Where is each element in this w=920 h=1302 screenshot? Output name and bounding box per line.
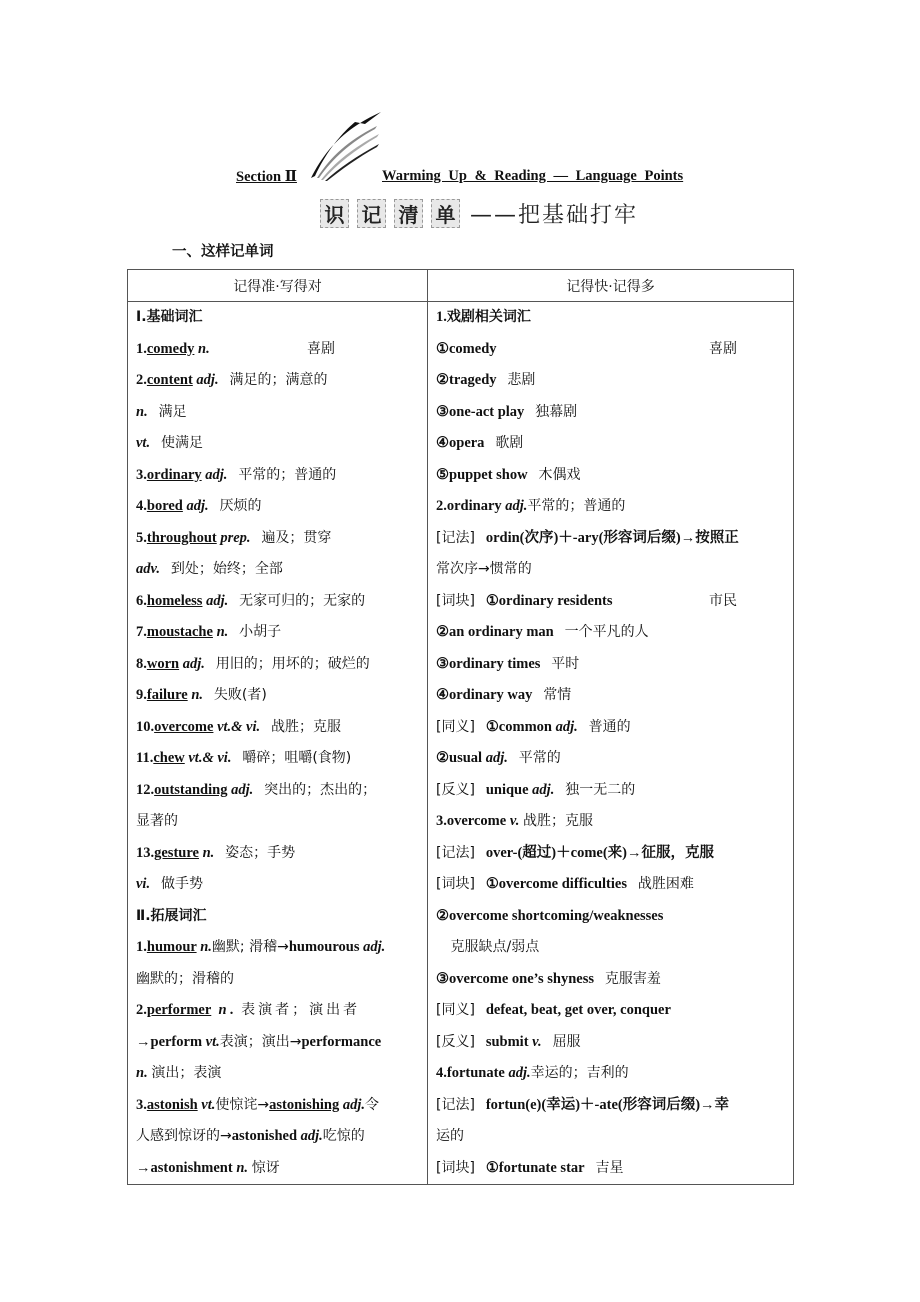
vocab-item: 显著的 <box>136 813 178 829</box>
left-column <box>128 302 428 1185</box>
vocab-item-performer: 2.performer n . 表演者；演出者 <box>136 1002 361 1018</box>
note-line: ②usual adj. 平常的 <box>436 750 561 766</box>
vocab-item-astonishment: →astonishment n. 惊讶 <box>136 1159 280 1176</box>
vocab-item: 11.chew vt.& vi. 嚼碎；咀嚼(食物) <box>136 750 352 766</box>
note-line: 3.overcome v. 战胜；克服 <box>436 813 593 829</box>
vocab-item: vt. 使满足 <box>136 435 203 451</box>
note-line: 2.ordinary adj.平常的；普通的 <box>436 498 626 514</box>
vocab-item: 5.throughout prep. 遍及；贯穿 <box>136 529 332 546</box>
vocab-item: 9.failure n. 失败(者) <box>136 687 267 703</box>
note-line: ②overcome shortcoming/weaknesses <box>436 907 664 924</box>
vocab-item: 3.ordinary adj. 平常的；普通的 <box>136 466 337 483</box>
vocab-item-perform: →perform vt.表演；演出→performance <box>136 1033 382 1050</box>
banner-box-2: 记 <box>357 199 386 228</box>
banner-box-4: 单 <box>431 199 460 228</box>
vocab-item-astonished: 人感到惊讶的→astonished adj.吃惊的 <box>136 1128 365 1144</box>
vocab-item: 1.comedy n. 喜剧 <box>136 340 335 357</box>
note-line: ⑤puppet show 木偶戏 <box>436 466 581 483</box>
section-heading: 一、这样记单词 <box>172 244 274 260</box>
banner-subtitle: ——把基础打牢 <box>470 202 639 228</box>
note-line: ④opera 歌剧 <box>436 435 524 451</box>
col-header-right: 记得快·记得多 <box>428 270 794 302</box>
note-line: 常次序→惯常的 <box>436 561 532 577</box>
note-line: ①comedy 喜剧 <box>436 340 737 357</box>
note-line: ③ordinary times 平时 <box>436 655 580 672</box>
note-line: [记法] ordin(次序)＋-ary(形容词后缀)→按照正 <box>436 529 739 546</box>
note-line: [词块] ①fortunate star 吉星 <box>436 1159 624 1176</box>
note-line: [反义] unique adj. 独一无二的 <box>436 781 636 798</box>
note-line: [词块] ①overcome difficulties 战胜困难 <box>436 876 694 892</box>
vocab-item: 8.worn adj. 用旧的；用坏的；破烂的 <box>136 655 370 672</box>
note-line: ②tragedy 悲剧 <box>436 372 536 388</box>
note-line: 4.fortunate adj.幸运的；吉利的 <box>436 1065 629 1081</box>
vocab-item: adv. 到处；始终；全部 <box>136 561 283 577</box>
note-line: [同义] defeat, beat, get over, conquer <box>436 1002 671 1018</box>
vocab-item: 4.bored adj. 厌烦的 <box>136 498 262 514</box>
vocab-item-humour: 1.humour n.幽默; 滑稽→humourous adj. <box>136 939 386 955</box>
note-line: 克服缺点/弱点 <box>450 939 540 955</box>
note-line: [同义] ①common adj. 普通的 <box>436 718 631 735</box>
vocab-item: 2.content adj. 满足的；满意的 <box>136 372 328 388</box>
note-line: ③one-act play 独幕剧 <box>436 403 578 420</box>
vocab-item: 10.overcome vt.& vi. 战胜；克服 <box>136 718 342 735</box>
section-label: Section Ⅱ <box>236 169 297 185</box>
vocab-item: 12.outstanding adj. 突出的；杰出的； <box>136 781 377 798</box>
note-line: [词块] ①ordinary residents 市民 <box>436 592 737 609</box>
vocab-item: n. 满足 <box>136 403 187 420</box>
banner-box-3: 清 <box>394 199 423 228</box>
vocab-item-astonish: 3.astonish vt.使惊诧→astonishing adj.令 <box>136 1096 380 1113</box>
vocab-item-performance: n. 演出；表演 <box>136 1065 222 1081</box>
note-line: ②an ordinary man 一个平凡的人 <box>436 624 649 640</box>
extended-vocab-title: Ⅱ.拓展词汇 <box>136 907 207 924</box>
note-line: 运的 <box>436 1128 464 1144</box>
table-header-row <box>128 270 794 302</box>
note-line: ④ordinary way 常情 <box>436 687 572 703</box>
note-line: [反义] submit v. 屈服 <box>436 1033 581 1050</box>
banner-box-1: 识 <box>320 199 349 228</box>
vocab-item: vi. 做手势 <box>136 876 203 892</box>
note-line: ③overcome one’s shyness 克服害羞 <box>436 970 661 987</box>
note-line: [记法] fortun(e)(幸运)＋-ate(形容词后缀)→幸 <box>436 1096 730 1113</box>
section-title-line <box>0 166 920 188</box>
basic-vocab-title: Ⅰ.基础词汇 <box>136 309 203 325</box>
vocab-item: 13.gesture n. 姿态；手势 <box>136 844 296 861</box>
vocab-item-humour-cont: 幽默的；滑稽的 <box>136 970 234 987</box>
vocab-table <box>127 269 794 1185</box>
note-line: 1.戏剧相关词汇 <box>436 309 531 325</box>
vocab-item: 7.moustache n. 小胡子 <box>136 624 282 640</box>
vocab-item: 6.homeless adj. 无家可归的；无家的 <box>136 592 366 609</box>
note-line: [记法] over-(超过)＋come(来)→征服，克服 <box>436 844 714 861</box>
right-column <box>428 302 794 1185</box>
banner-title <box>320 196 638 230</box>
lesson-title: Warming Up & Reading — Language Points <box>382 168 684 184</box>
col-header-left: 记得准·写得对 <box>128 270 428 302</box>
